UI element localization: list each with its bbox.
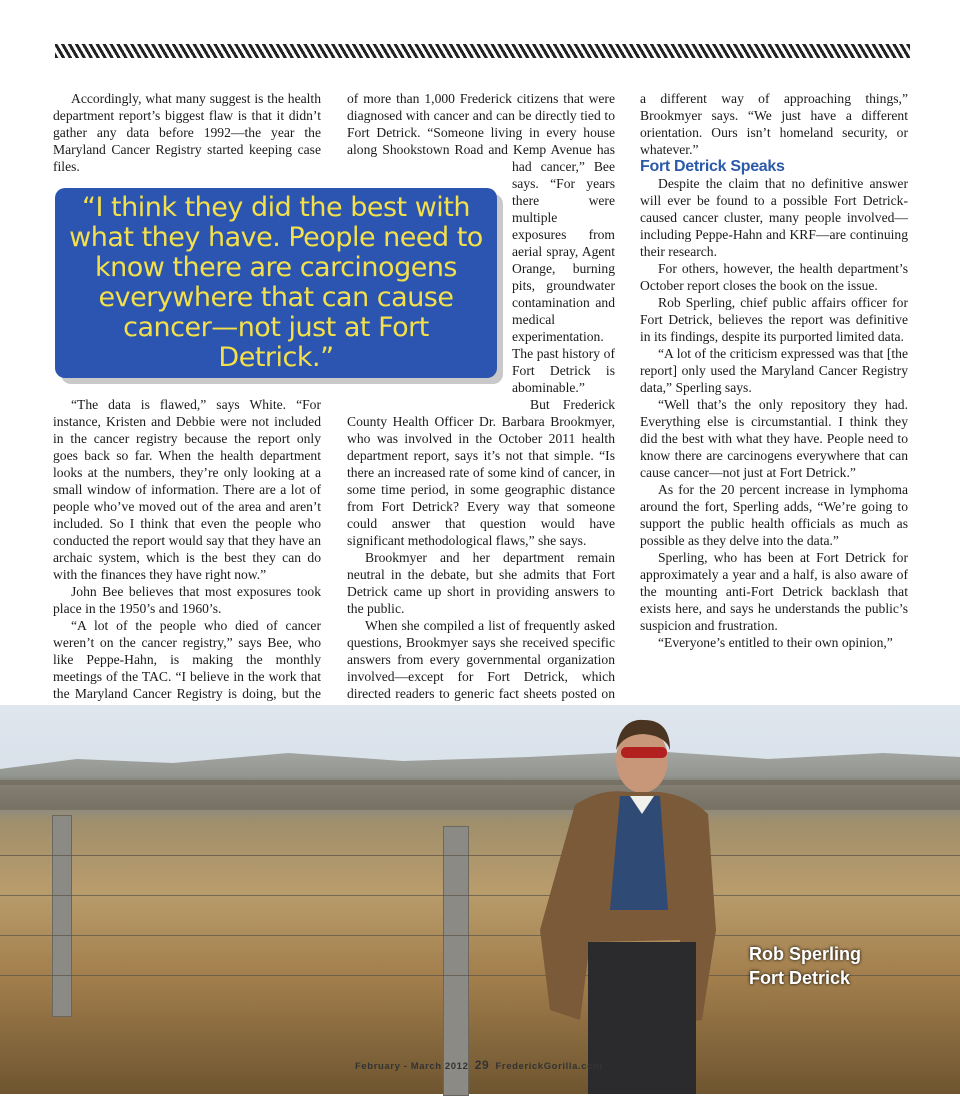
fence-wire (0, 855, 960, 856)
paragraph: Sperling, who has been at Fort Detrick for approximately a year and a half, is also aware of the mounting anti-Fort Detrick backlash that exists here, and says he understands the public’s suspicion and frustration. (640, 550, 908, 633)
caption-name: Rob Sperling (749, 944, 861, 964)
paragraph: a different way of approaching things,” Brookmyer says. “We just have a different orientation. Ours isn’t homeland security, or whatever.” (640, 91, 908, 157)
paragraph: “A lot of the criticism expressed was that [the report] only used the Maryland Cancer Registry data,” Sperling says. (640, 346, 908, 395)
paragraph: Accordingly, what many suggest is the health department report’s biggest flaw is that it didn’t gather any data before 1992—the year the Maryland Cancer Registry started keeping case files. (53, 91, 321, 174)
fence-wire (0, 935, 960, 936)
paragraph: When she compiled a list of frequently asked questions, Brookmyer says she received specific answers from every governmental organization involved—except for Fort Detrick, which directed readers to generic fact sheets posted on (347, 618, 615, 701)
caption-affiliation: Fort Detrick (749, 968, 851, 988)
fence-wire (0, 895, 960, 896)
paragraph: But Frederick County Health Officer Dr. Barbara Brookmyer, who was involved in the October 2011 health department report, says it’s not that simple. “Is there an increased rate of some kind of cancer, in some time period, in some geographic distance from Fort Detrick? Every way that someone could answer that question would have significant methodological flaws,” she says. (347, 397, 615, 548)
paragraph: “Well that’s the only repository they had. Everything else is circumstantial. I think they did the best with what they have. People need to know there are carcinogens everywhere that can cause cancer—not just at Fort Detrick.” (640, 397, 908, 480)
paragraph: “The data is flawed,” says White. “For instance, Kristen and Debbie were not included in the cancer registry because the report only goes back so far. When the health department looks at the numbers, they’re only looking at a small window of information. There are a lot of people who’ve moved out of the area and aren’t included. So I think that even the people who conducted the report would say that they have an archaic system, which is the best they can do with the finances they have right now.” (53, 397, 321, 582)
paragraph: Despite the claim that no definitive answer will ever be found to a possible Fort Detrick-caused cancer cluster, many people involved—including Peppe-Hahn and KRF—are continuing their research. (640, 176, 908, 259)
paragraph: John Bee believes that most exposures took place in the 1950’s and 1960’s. (53, 584, 321, 616)
paragraph: As for the 20 percent increase in lymphoma around the fort, Sperling adds, “We’re going to support the public health officials as much as possible as they delve into the data.” (640, 482, 908, 548)
pull-quote-text: “I think they did the best with what they have. People need to know there are carcinogens everywhere that can cause cancer—not just at Fort Detrick.” (69, 192, 483, 373)
fence-post (443, 826, 469, 1096)
footer-site: FrederickGorilla.com (495, 1061, 603, 1072)
section-heading: Fort Detrick Speaks (640, 158, 785, 175)
paragraph: “A lot of the people who died of cancer weren’t on the cancer registry,” says Bee, who like Peppe-Hahn, is making the monthly meetings of the TAC. “I believe in the work that the Maryland Cancer Registry is doing, but the (53, 618, 321, 701)
paragraph: Rob Sperling, chief public affairs officer for Fort Detrick, believes the report was definitive in its findings, despite its purported limited data. (640, 295, 908, 344)
article-column-1-top (53, 90, 321, 175)
paragraph: Brookmyer and her department remain neutral in the debate, but she admits that Fort Detrick came up short in providing answers to the public. (347, 550, 615, 616)
article-column-1-bottom (53, 396, 321, 736)
fence-post (52, 815, 72, 1017)
field-photo (0, 705, 960, 1094)
portrait-rob-sperling (520, 710, 720, 1094)
decorative-hatched-rule (55, 44, 910, 58)
page-number: 29 (474, 1058, 490, 1072)
paragraph: “Everyone’s entitled to their own opinion,” (658, 635, 893, 650)
paragraph: For others, however, the health department’s October report closes the book on the issue. (640, 261, 908, 293)
page-footer (355, 1058, 603, 1072)
photo-caption (749, 942, 861, 990)
footer-issue: February - March 2012 (355, 1061, 469, 1072)
pull-quote-wrap-space (347, 174, 512, 404)
paragraph: of more than 1,000 Frederick citizens that were diagnosed with cancer and can be directly tied to Fort Detrick. “Someone living in every house along Shookstown Road and Kemp Avenue has had cancer,” Bee says. “For years there were multiple exposures from aerial spray, Agent Orange, burning pits, groundwater contamination and medical experimentation. The past history of Fort Detrick is abominable.” (347, 91, 615, 395)
article-column-3 (640, 90, 908, 651)
article-column-2 (347, 90, 615, 736)
